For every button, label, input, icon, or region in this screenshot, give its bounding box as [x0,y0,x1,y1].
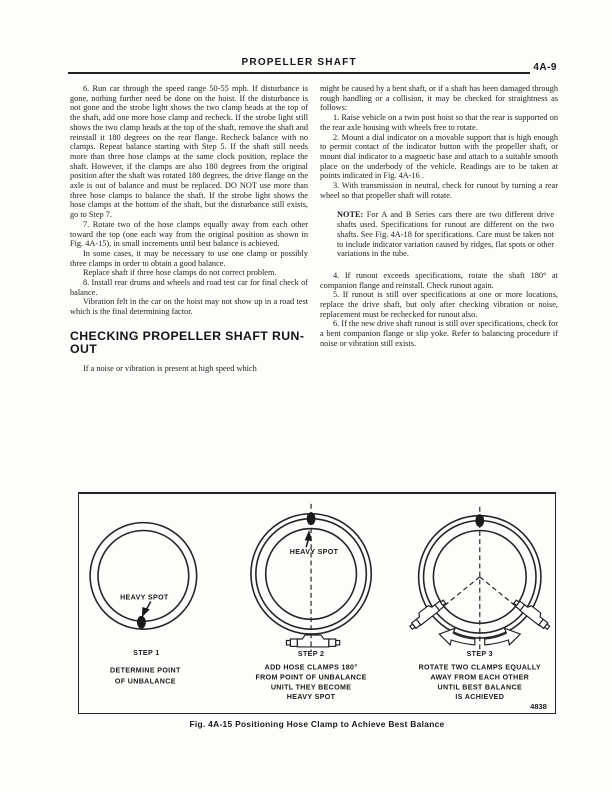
paragraph: In some cases, it may be necessary to use one clamp or possibly three clamps in order to obtain a good balance. [70,248,308,268]
step2-caption-line: HEAVY SPOT [286,693,336,702]
page-number: 4A-9 [533,62,557,73]
hose-clamp-icon [286,635,339,647]
page-header [68,52,557,74]
step2-caption-line: FROM POINT OF UNBALANCE [255,673,367,682]
left-column [70,84,308,374]
paragraph-step1: 1. Raise vehicle on a twin post hoist so that the rear is supported on the rear axle housing with wheels free to rotate. [320,113,558,132]
page-title: PROPELLER SHAFT [241,57,357,68]
paragraph-continuation: might be caused by a bent shaft, or if a shaft has been damaged through rough handling or a collision, it may be checked for straightness as follows: [320,84,558,113]
step2-label: STEP 2 [297,649,325,658]
hose-clamp-figure [79,494,555,713]
paragraph-step3: 3. With transmission in neutral, check for runout by turning a rear wheel so that propeller shaft will rotate. [320,181,558,200]
step2-caption-line: UNITL THEY BECOME [270,683,352,692]
section-heading: CHECKING PROPELLER SHAFT RUN-OUT [70,328,305,357]
step2-caption-line: ADD HOSE CLAMPS 180° [264,663,358,672]
paragraph-step7: 7. Rotate two of the hose clamps equally away from each other toward the top (one each way from the original position as shown in Fig. 4A-15), in small increments until best balance is achieved. [70,219,308,249]
heavy-spot-label: HEAVY SPOT [120,593,169,602]
figure-box [78,492,556,714]
pointer-arrowhead-icon [142,607,150,617]
heavy-spot-dot [475,514,484,527]
step3-diagram [407,507,553,701]
note-label: NOTE: [337,210,364,220]
heavy-spot-label: HEAVY SPOT [289,548,339,557]
step3-caption-line: UNTIL BEST BALANCE [437,683,523,692]
paragraph: Replace shaft if three hose clamps do not correct problem. [83,268,277,278]
step3-caption-line: IS ACHIEVED [455,693,505,702]
header-rule [68,52,530,74]
paragraph-step5: 5. If runout is still over specifications at one or more locations, replace the drive shaft, but only after checking vibration or noise, replacement must be rechecked for runout also. [320,290,558,319]
hose-clamp-icon [513,596,553,631]
paragraph: Vibration felt in the car on the hoist may not show up in a road test which is the final determining factor. [70,297,308,317]
note-block [337,210,554,259]
right-column [320,84,558,374]
step1-caption-line: DETERMINE POINT [110,666,181,675]
note-text: For A and B Series cars there are two different drive shafts used. Specifications for runout are different on the two shafts. See Fig. 4A-18 for specifications. Care must be taken not to include indicator variation caused by ridges, flat spots or other variations in the tube. [337,210,555,259]
paragraph-step4: 4. If runout exceeds specifications, rotate the shaft 180° at companion flange and reinstall. Check runout again. [320,270,558,290]
paragraph-step2: 2. Mount a dial indicator on a movable support that is high enough to permit contact of the indicator button with the propeller shaft, or mount dial indicator to a magnetic base and attach to a suitable smooth place on the underbody of the vehicle. Readings are to be taken at points indicated in Fig. 4A-16 . [320,132,558,181]
heavy-spot-dot [307,512,316,525]
hose-clamp-icon [407,596,447,631]
paragraph-step8: 8. Install rear drums and wheels and road test car for final check of balance. [70,278,308,297]
figure-caption: Fig. 4A-15 Positioning Hose Clamp to Achieve Best Balance [189,719,445,729]
step3-caption-line: ROTATE TWO CLAMPS EQUALLY [418,663,541,672]
step1-caption-line: OF UNBALANCE [114,677,176,686]
step2-diagram [251,504,371,701]
step3-label: STEP 3 [466,649,493,658]
step1-diagram [90,523,197,686]
paragraph-step6b: 6. If the new drive shaft runout is still over specifications, check for a bent companion flange or slip yoke. Refer to balancing procedure if noise or vibration still exists. [320,319,558,348]
paragraph: If a noise or vibration is present at high speed which [83,364,257,374]
figure-code: 4838 [530,702,547,712]
step1-label: STEP 1 [133,648,160,657]
step3-caption-line: AWAY FROM EACH OTHER [430,673,530,682]
pointer-arrow-line [146,602,150,610]
paragraph-step6: 6. Run car through the speed range 50-55 mph. If disturbance is gone, nothing further need be done on the hoist. If the disturbance is not gone and the strobe light shows the two clamp heads at the top of the shaft, add one more hose clamp and recheck. If the strobe light still shows the two clamp heads at the top of the shaft, remove the shaft and reinstall it 180 degrees on the rear flange. Recheck balance with no clamps. Repeat balance starting with Step 5. If the shaft still needs more than three hose clamps at the same clock position, replace the shaft. However, if the clamps are also 180 degrees from the original position after the shaft was rotated 180 degrees, the drive flange on the axle is out of balance and must be replaced. DO NOT use more than three hose clamps to balance the shaft. If the strobe light shows the hose clamps at the bottom of the shaft, but the disturbance still exists, go to Step 7. [70,84,308,220]
two-column-text [70,84,558,374]
heavy-spot-dot [137,616,146,629]
